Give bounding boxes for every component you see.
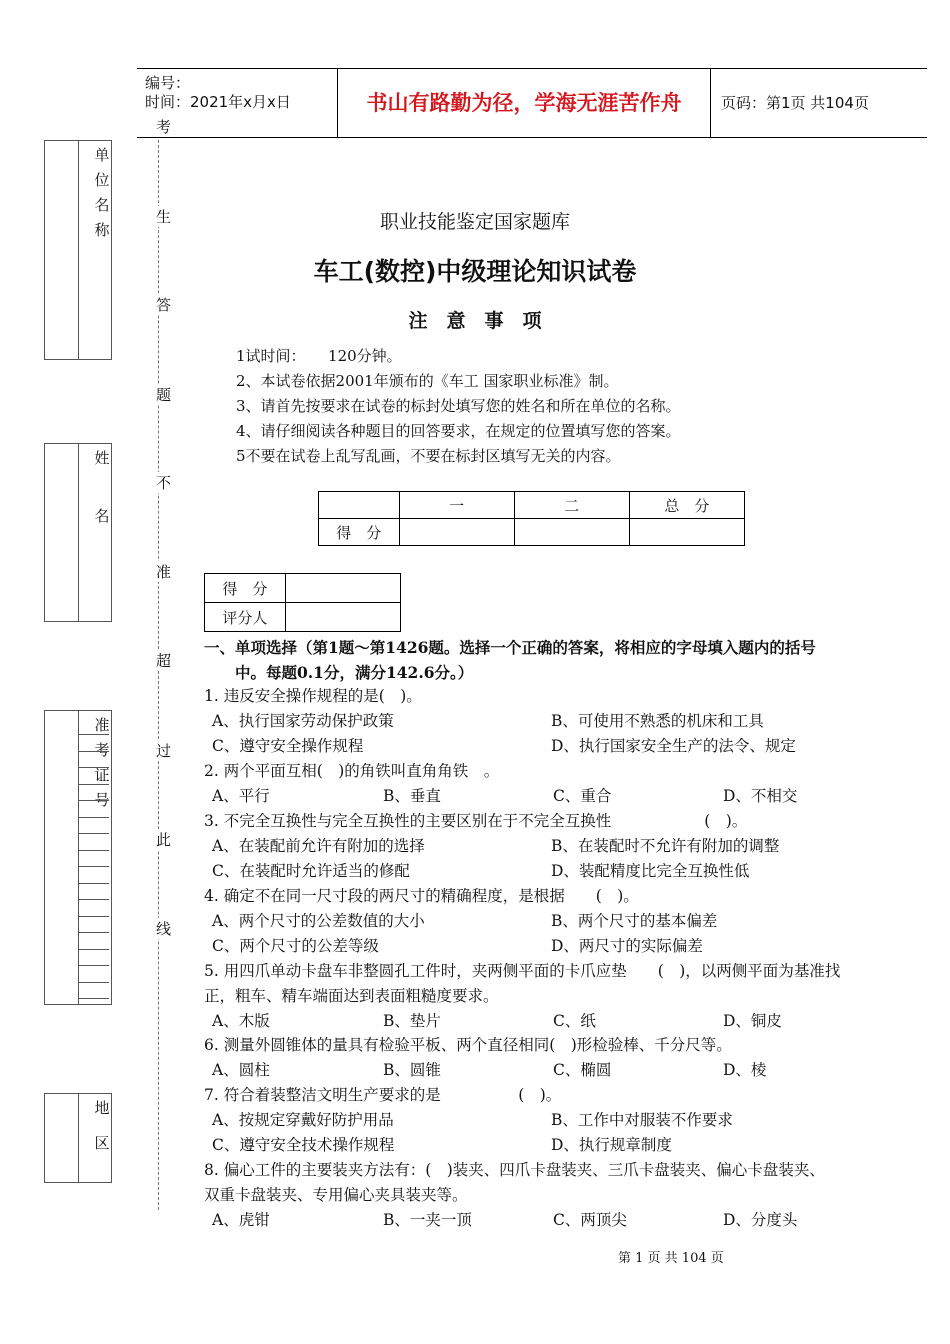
option-a[interactable]: A、在装配前允许有附加的选择 bbox=[212, 837, 425, 855]
warning-char: 题 bbox=[156, 386, 172, 404]
option-a[interactable]: A、执行国家劳动保护政策 bbox=[212, 712, 394, 730]
exam-number-cell bbox=[79, 850, 109, 867]
exam-number-cell bbox=[79, 751, 109, 768]
notes-list bbox=[236, 344, 681, 469]
grader-name-cell[interactable] bbox=[285, 603, 400, 632]
exam-number-cell bbox=[79, 966, 109, 983]
exam-number-cell bbox=[79, 801, 109, 818]
warning-char: 超 bbox=[156, 652, 172, 670]
option-c[interactable]: C、纸 bbox=[553, 1012, 596, 1030]
grader-score-cell[interactable] bbox=[285, 574, 400, 603]
name-label: 姓 名 bbox=[94, 449, 110, 525]
option-b[interactable]: B、垂直 bbox=[383, 787, 441, 805]
section-heading: 一、单项选择（第1题～第1426题。选择一个正确的答案，将相应的字母填入题内的括号 bbox=[204, 638, 816, 657]
exam-number-cell bbox=[79, 949, 109, 966]
bank-title: 职业技能鉴定国家题库 bbox=[379, 211, 570, 233]
warning-char: 过 bbox=[156, 742, 172, 760]
score-table: 一 二 总 分 得 分 bbox=[318, 491, 745, 546]
option-c[interactable]: C、重合 bbox=[553, 787, 612, 805]
exam-number-cell bbox=[79, 784, 109, 801]
option-d[interactable]: D、棱 bbox=[723, 1061, 767, 1079]
question-text-cont: 正，粗车、精车端面达到表面粗糙度要求。 bbox=[204, 987, 499, 1005]
note-item: 3、请首先按要求在试卷的标封处填写您的姓名和所在单位的名称。 bbox=[236, 397, 681, 415]
option-a[interactable]: A、平行 bbox=[212, 787, 270, 805]
option-d[interactable]: D、分度头 bbox=[723, 1211, 798, 1229]
question-text: 2. 两个平面互相( )的角铁叫直角角铁 。 bbox=[204, 762, 500, 780]
exam-title: 车工(数控)中级理论知识试卷 bbox=[313, 257, 637, 286]
warning-char: 不 bbox=[156, 474, 172, 492]
option-d[interactable]: D、铜皮 bbox=[723, 1012, 782, 1030]
note-item: 4、请仔细阅读各种题目的回答要求，在规定的位置填写您的答案。 bbox=[236, 422, 681, 440]
question-text: 8. 偏心工件的主要装夹方法有：( )装夹、四爪卡盘装夹、三爪卡盘装夹、偏心卡盘装夹、 bbox=[204, 1161, 825, 1179]
option-b[interactable]: B、垫片 bbox=[383, 1012, 441, 1030]
question-text: 7. 符合着装整洁文明生产要求的是 ( )。 bbox=[204, 1086, 562, 1104]
note-item: 2、本试卷依据2001年颁布的《车工 国家职业标准》制。 bbox=[236, 372, 619, 390]
exam-number-label: 准 考 证 号 bbox=[94, 716, 110, 809]
option-a[interactable]: A、圆柱 bbox=[212, 1061, 270, 1079]
exam-number-cell bbox=[79, 834, 109, 851]
time-label: 时间：2021年x月x日 bbox=[145, 93, 291, 111]
option-a[interactable]: A、两个尺寸的公差数值的大小 bbox=[212, 912, 425, 930]
question-text: 3. 不完全互换性与完全互换性的主要区别在于不完全互换性 ( )。 bbox=[204, 812, 748, 830]
option-d[interactable]: D、执行规章制度 bbox=[551, 1136, 672, 1154]
notice-title: 注 意 事 项 bbox=[408, 310, 542, 332]
exam-number-cell bbox=[79, 982, 109, 999]
question-text: 6. 测量外圆锥体的量具有检验平板、两个直径相同( )形检验棒、千分尺等。 bbox=[204, 1036, 732, 1054]
option-a[interactable]: A、按规定穿戴好防护用品 bbox=[212, 1111, 394, 1129]
option-b[interactable]: B、两个尺寸的基本偏差 bbox=[551, 912, 718, 930]
warning-char: 答 bbox=[156, 296, 172, 314]
page-footer: 第 1 页 共 104 页 bbox=[618, 1251, 724, 1266]
score-cell[interactable] bbox=[629, 519, 744, 546]
warning-char: 线 bbox=[156, 920, 172, 938]
code-label: 编号： bbox=[145, 74, 191, 92]
exam-number-cell bbox=[79, 735, 109, 752]
option-d[interactable]: D、装配精度比完全互换性低 bbox=[551, 862, 750, 880]
warning-char: 生 bbox=[156, 208, 172, 226]
exam-number-cell bbox=[79, 768, 109, 785]
section-heading-cont: 中。每题0.1分，满分142.6分。） bbox=[235, 663, 474, 682]
exam-number-cell bbox=[79, 817, 109, 834]
grader-table: 得 分 评分人 bbox=[204, 573, 401, 632]
option-d[interactable]: D、执行国家安全生产的法令、规定 bbox=[551, 737, 796, 755]
option-d[interactable]: D、两尺寸的实际偏差 bbox=[551, 937, 703, 955]
question-text: 5. 用四爪单动卡盘车非整圆孔工件时，夹两侧平面的卡爪应垫 ( )，以两侧平面为基准找 bbox=[204, 962, 841, 980]
option-c[interactable]: C、两顶尖 bbox=[553, 1211, 627, 1229]
option-b[interactable]: B、圆锥 bbox=[383, 1061, 441, 1079]
exam-number-cell bbox=[79, 883, 109, 900]
exam-number-cell bbox=[79, 867, 109, 884]
exam-number-cell bbox=[79, 718, 109, 735]
warning-char: 考 bbox=[156, 118, 172, 136]
option-b[interactable]: B、工作中对服装不作要求 bbox=[551, 1111, 733, 1129]
warning-char: 此 bbox=[156, 831, 172, 849]
warning-char: 准 bbox=[156, 563, 172, 581]
note-item: 1试时间： 120分钟。 bbox=[236, 347, 402, 365]
question-text-cont: 双重卡盘装夹、专用偏心夹具装夹等。 bbox=[204, 1186, 468, 1204]
score-cell[interactable] bbox=[514, 519, 629, 546]
exam-number-cell bbox=[79, 916, 109, 933]
motto: 书山有路勤为径，学海无涯苦作舟 bbox=[338, 69, 711, 137]
page-info: 页码：第1页 共104页 bbox=[721, 94, 869, 112]
option-a[interactable]: A、虎钳 bbox=[212, 1211, 270, 1229]
option-c[interactable]: C、两个尺寸的公差等级 bbox=[212, 937, 379, 955]
exam-number-cell bbox=[79, 900, 109, 917]
option-c[interactable]: C、遵守安全操作规程 bbox=[212, 737, 364, 755]
option-c[interactable]: C、椭圆 bbox=[553, 1061, 612, 1079]
question-text: 4. 确定不在同一尺寸段的两尺寸的精确程度，是根据 ( )。 bbox=[204, 887, 639, 905]
option-d[interactable]: D、不相交 bbox=[723, 787, 798, 805]
score-cell[interactable] bbox=[399, 519, 514, 546]
option-b[interactable]: B、可使用不熟悉的机床和工具 bbox=[551, 712, 764, 730]
header-table bbox=[137, 68, 927, 138]
unit-name-label: 单 位 名 称 bbox=[94, 146, 110, 239]
option-b[interactable]: B、一夹一顶 bbox=[383, 1211, 472, 1229]
option-b[interactable]: B、在装配时不允许有附加的调整 bbox=[551, 837, 780, 855]
option-c[interactable]: C、在装配时允许适当的修配 bbox=[212, 862, 410, 880]
option-a[interactable]: A、木版 bbox=[212, 1012, 270, 1030]
note-item: 5不要在试卷上乱写乱画，不要在标封区填写无关的内容。 bbox=[236, 447, 621, 465]
option-c[interactable]: C、遵守安全技术操作规程 bbox=[212, 1136, 395, 1154]
question-text: 1. 违反安全操作规程的是( )。 bbox=[204, 687, 422, 705]
region-label: 地 区 bbox=[94, 1099, 110, 1152]
exam-number-cell bbox=[79, 933, 109, 950]
